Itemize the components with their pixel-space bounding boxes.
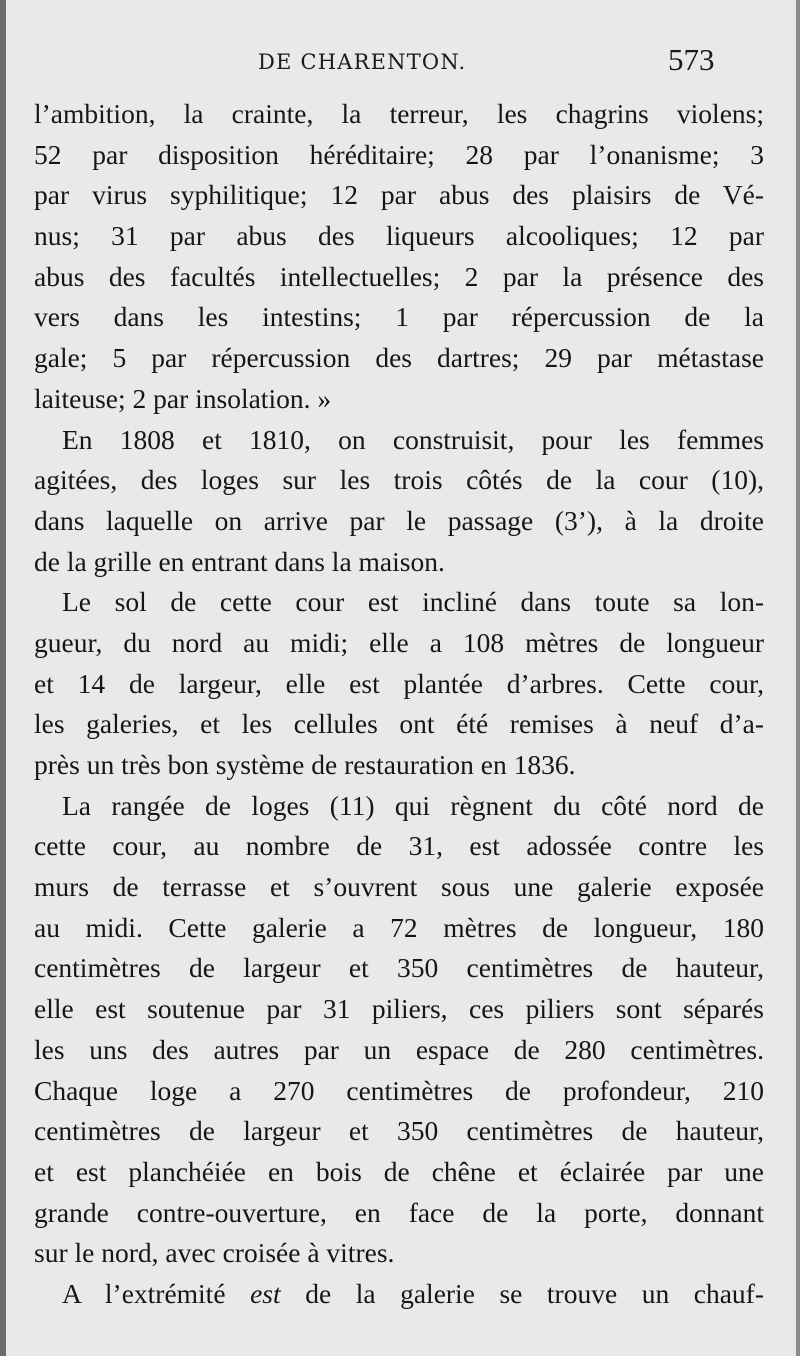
text-line: Chaque loge a 270 centimètres de profondeur, 210	[34, 1074, 764, 1106]
text-line: sur le nord, avec croisée à vitres.	[34, 1237, 395, 1269]
text-line: par virus syphilitique; 12 par abus des plaisirs de Vé-	[34, 179, 764, 211]
text-line: vers dans les intestins; 1 par répercussion de la	[34, 301, 764, 333]
text-line: de la grille en entrant dans la maison.	[34, 545, 445, 577]
text-line: centimètres de largeur et 350 centimètres de hauteur,	[34, 1115, 764, 1147]
text-line: et 14 de largeur, elle est plantée d’arbres. Cette cour,	[34, 667, 764, 699]
text-line: elle est soutenue par 31 piliers, ces piliers sont séparés	[34, 993, 764, 1025]
text-run: de la galerie se trouve un chauf-	[280, 1277, 764, 1309]
text-line: centimètres de largeur et 350 centimètres de hauteur,	[34, 952, 764, 984]
text-line: grande contre-ouverture, en face de la porte, donnant	[34, 1196, 764, 1228]
text-line: au midi. Cette galerie a 72 mètres de longueur, 180	[34, 911, 764, 943]
text-line: nus; 31 par abus des liqueurs alcooliques; 12 par	[34, 220, 764, 252]
page-left-edge	[0, 0, 6, 1356]
page-header	[0, 42, 800, 82]
text-line: gueur, du nord au midi; elle a 108 mètres de longueur	[34, 626, 764, 658]
running-head: DE CHARENTON.	[258, 50, 467, 74]
text-line: abus des facultés intellectuelles; 2 par la présence des	[34, 260, 764, 292]
text-line: cette cour, au nombre de 31, est adossée contre les	[34, 830, 764, 862]
paragraph-start-line: En 1808 et 1810, on construisit, pour les femmes	[62, 423, 764, 455]
text-line: près un très bon système de restauration en 1836.	[34, 749, 576, 780]
text-line: l’ambition, la crainte, la terreur, les chagrins violens;	[34, 98, 764, 129]
text-line: murs de terrasse et s’ouvrent sous une galerie exposée	[34, 871, 764, 903]
text-line: et est planchéiée en bois de chêne et éclairée par une	[34, 1155, 764, 1187]
text-line: laiteuse; 2 par insolation. »	[34, 382, 332, 414]
text-line: agitées, des loges sur les trois côtés de la cour (10),	[34, 464, 764, 496]
text-line: dans laquelle on arrive par le passage (3’), à la droite	[34, 504, 764, 536]
paragraph-start-line: Le sol de cette cour est incliné dans toute sa lon-	[62, 586, 764, 618]
paragraph-start-line: La rangée de loges (11) qui règnent du côté nord de	[62, 789, 764, 821]
italic-word: est	[250, 1277, 281, 1309]
text-run: A l’extrémité	[62, 1277, 251, 1309]
text-line: les uns des autres par un espace de 280 centimètres.	[34, 1033, 764, 1065]
page-number: 573	[668, 42, 715, 77]
text-line: 52 par disposition héréditaire; 28 par l’onanisme; 3	[34, 138, 764, 170]
body-text	[34, 94, 764, 1315]
paragraph-start-line	[34, 1274, 764, 1315]
text-line: les galeries, et les cellules ont été remises à neuf d’a-	[34, 708, 764, 740]
text-line: gale; 5 par répercussion des dartres; 29 par métastase	[34, 342, 764, 374]
page-right-edge	[796, 0, 800, 1356]
